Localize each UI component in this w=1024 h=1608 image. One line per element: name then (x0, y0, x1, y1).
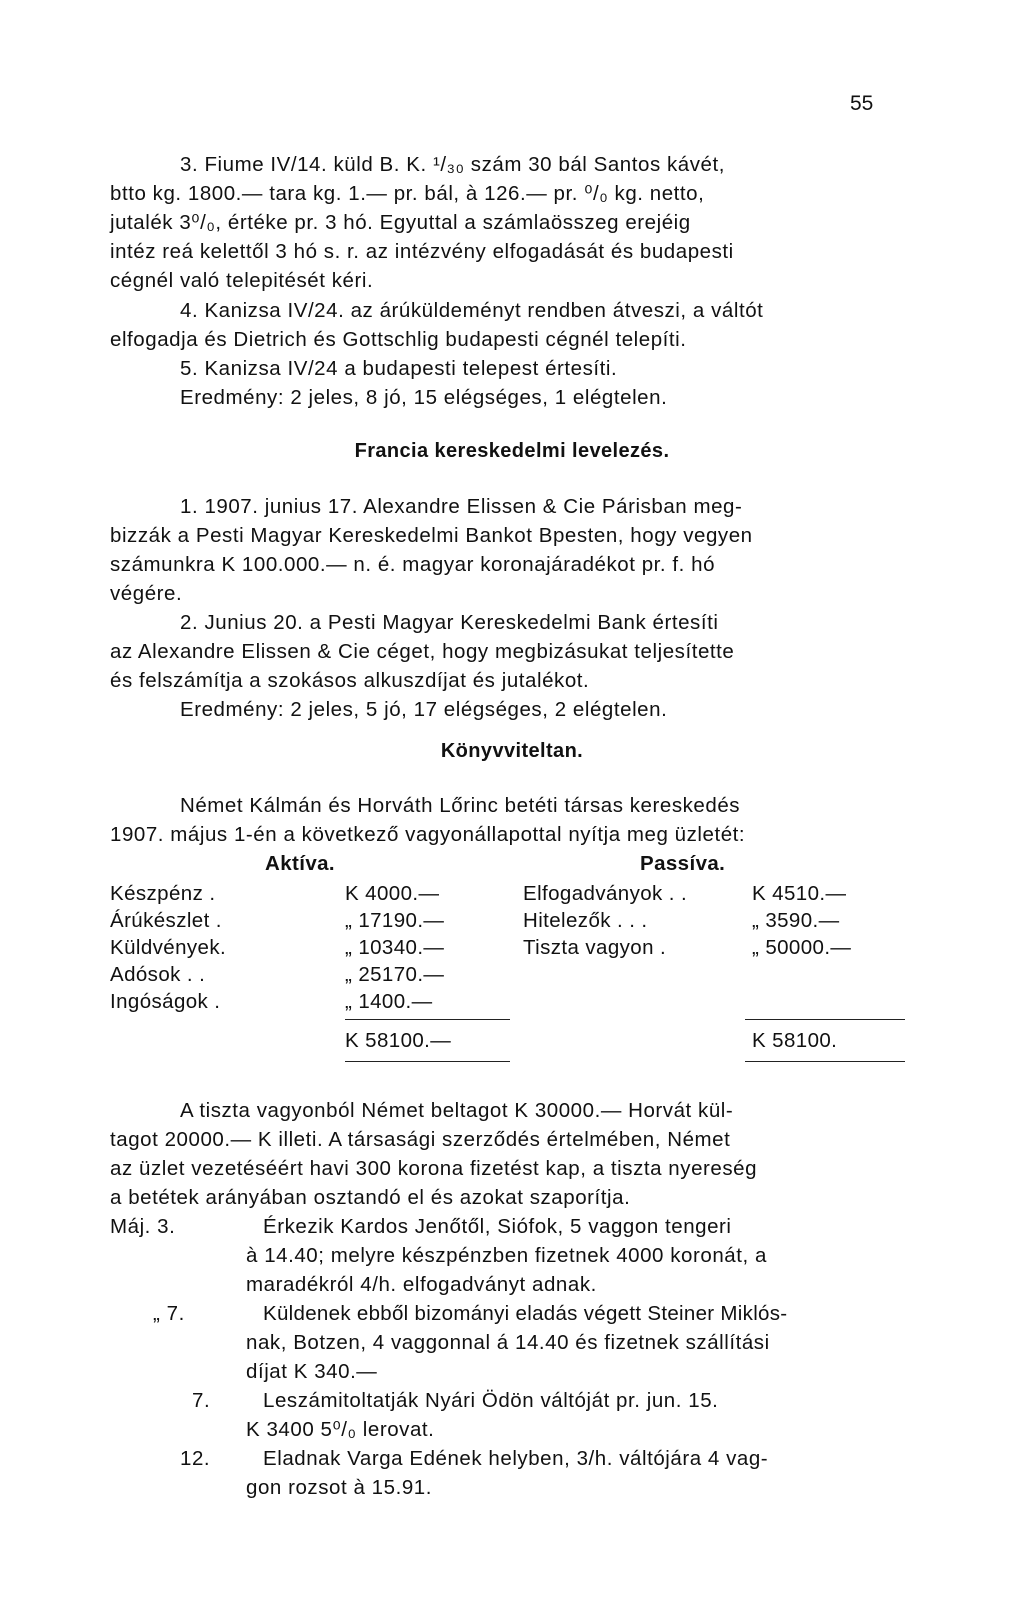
asset-label: Ingóságok . (110, 990, 221, 1013)
text-line: 4. Kanizsa IV/24. az árúküldeményt rendben átveszi, a váltót (180, 299, 764, 322)
text-line: 2. Junius 20. a Pesti Magyar Kereskedelmi Bank értesíti (180, 611, 719, 634)
liability-label: Tiszta vagyon . (523, 936, 667, 959)
entry-text: à 14.40; melyre készpénzben fizetnek 4000 koronát, a (246, 1244, 767, 1267)
text-line: tagot 20000.— K illeti. A társasági szerződés értelmében, Német (110, 1128, 731, 1151)
entry-text: gon rozsot à 15.91. (246, 1476, 432, 1499)
text-line: az Alexandre Elissen & Cie céget, hogy megbizásukat teljesítette (110, 640, 735, 663)
asset-label: Adósok . . (110, 963, 206, 986)
passziva-total-rule (745, 1061, 905, 1062)
text-line: 1907. május 1-én a következő vagyonállapottal nyítja meg üzletét: (110, 823, 746, 846)
section-heading: Francia kereskedelmi levelezés. (354, 440, 670, 462)
passziva-heading: Passíva. (640, 852, 726, 875)
text-line: cégnél való telepitését kéri. (110, 269, 374, 292)
section-heading: Könyvviteltan. (440, 740, 584, 762)
text-line: 5. Kanizsa IV/24 a budapesti telepest értesíti. (180, 357, 618, 380)
text-line: 1. 1907. junius 17. Alexandre Elissen & Cie Párisban meg- (180, 495, 743, 518)
liability-label: Hitelezők . . . (523, 909, 648, 932)
asset-amount: „ 17190.— (345, 909, 445, 932)
asset-amount: „ 25170.— (345, 963, 445, 986)
passziva-total: K 58100. (752, 1029, 838, 1052)
text-line: jutalék 3⁰/₀, értéke pr. 3 hó. Egyuttal a számlaösszeg erejéig (110, 211, 691, 234)
text-line: és felszámítja a szokásos alkuszdíjat és jutalékot. (110, 669, 590, 692)
text-line: intéz reá kelettől 3 hó s. r. az intézvény elfogadását és budapesti (110, 240, 734, 263)
text-line: elfogadja és Dietrich és Gottschlig budapesti cégnél telepíti. (110, 328, 687, 351)
entry-date: „ 7. (153, 1302, 185, 1325)
text-line: számunkra K 100.000.— n. é. magyar koronajáradékot pr. f. hó (110, 553, 716, 576)
liability-amount: K 4510.— (752, 882, 847, 905)
aktiva-sum-rule (345, 1019, 510, 1020)
asset-amount: „ 1400.— (345, 990, 433, 1013)
result-line: Eredmény: 2 jeles, 5 jó, 17 elégséges, 2 elégtelen. (180, 698, 668, 721)
asset-label: Küldvények. (110, 936, 227, 959)
entry-date: 7. (192, 1389, 211, 1412)
entry-text: Eladnak Varga Edének helyben, 3/h. váltójára 4 vag- (263, 1447, 769, 1470)
entry-text: Leszámitoltatják Nyári Ödön váltóját pr. jun. 15. (263, 1389, 719, 1412)
aktiva-heading: Aktíva. (265, 852, 336, 875)
text-line: btto kg. 1800.— tara kg. 1.— pr. bál, à 126.— pr. ⁰/₀ kg. netto, (110, 182, 705, 205)
liability-label: Elfogadványok . . (523, 882, 688, 905)
aktiva-total: K 58100.— (345, 1029, 452, 1052)
entry-text: nak, Botzen, 4 vaggonnal á 14.40 és fizetnek szállítási (246, 1331, 770, 1354)
entry-date: Máj. 3. (110, 1215, 176, 1238)
text-line: Német Kálmán és Horváth Lőrinc betéti társas kereskedés (180, 794, 741, 817)
text-line: A tiszta vagyonból Német beltagot K 30000.— Horvát kül- (180, 1099, 734, 1122)
text-line: az üzlet vezetéséért havi 300 korona fizetést kap, a tiszta nyereség (110, 1157, 758, 1180)
asset-label: Árúkészlet . (110, 909, 222, 932)
text-line: 3. Fiume IV/14. küld B. K. ¹/₃₀ szám 30 bál Santos kávét, (180, 153, 725, 176)
entry-text: Küldenek ebből bizományi eladás végett Steiner Miklós- (263, 1302, 788, 1325)
text-line: a betétek arányában osztandó el és azokat szaporítja. (110, 1186, 631, 1209)
asset-amount: K 4000.— (345, 882, 440, 905)
entry-date: 12. (180, 1447, 211, 1470)
text-line: bizzák a Pesti Magyar Kereskedelmi Bankot Bpesten, hogy vegyen (110, 524, 753, 547)
asset-label: Készpénz . (110, 882, 216, 905)
aktiva-total-rule (345, 1061, 510, 1062)
result-line: Eredmény: 2 jeles, 8 jó, 15 elégséges, 1 elégtelen. (180, 386, 668, 409)
entry-text: díjat K 340.— (246, 1360, 378, 1383)
passziva-sum-rule (745, 1019, 905, 1020)
asset-amount: „ 10340.— (345, 936, 445, 959)
entry-text: Érkezik Kardos Jenőtől, Siófok, 5 vaggon tengeri (263, 1215, 732, 1238)
liability-amount: „ 50000.— (752, 936, 852, 959)
liability-amount: „ 3590.— (752, 909, 840, 932)
page-number: 55 (850, 92, 874, 115)
entry-text: K 3400 5⁰/₀ lerovat. (246, 1418, 435, 1441)
text-line: végére. (110, 582, 183, 605)
entry-text: maradékról 4/h. elfogadványt adnak. (246, 1273, 597, 1296)
